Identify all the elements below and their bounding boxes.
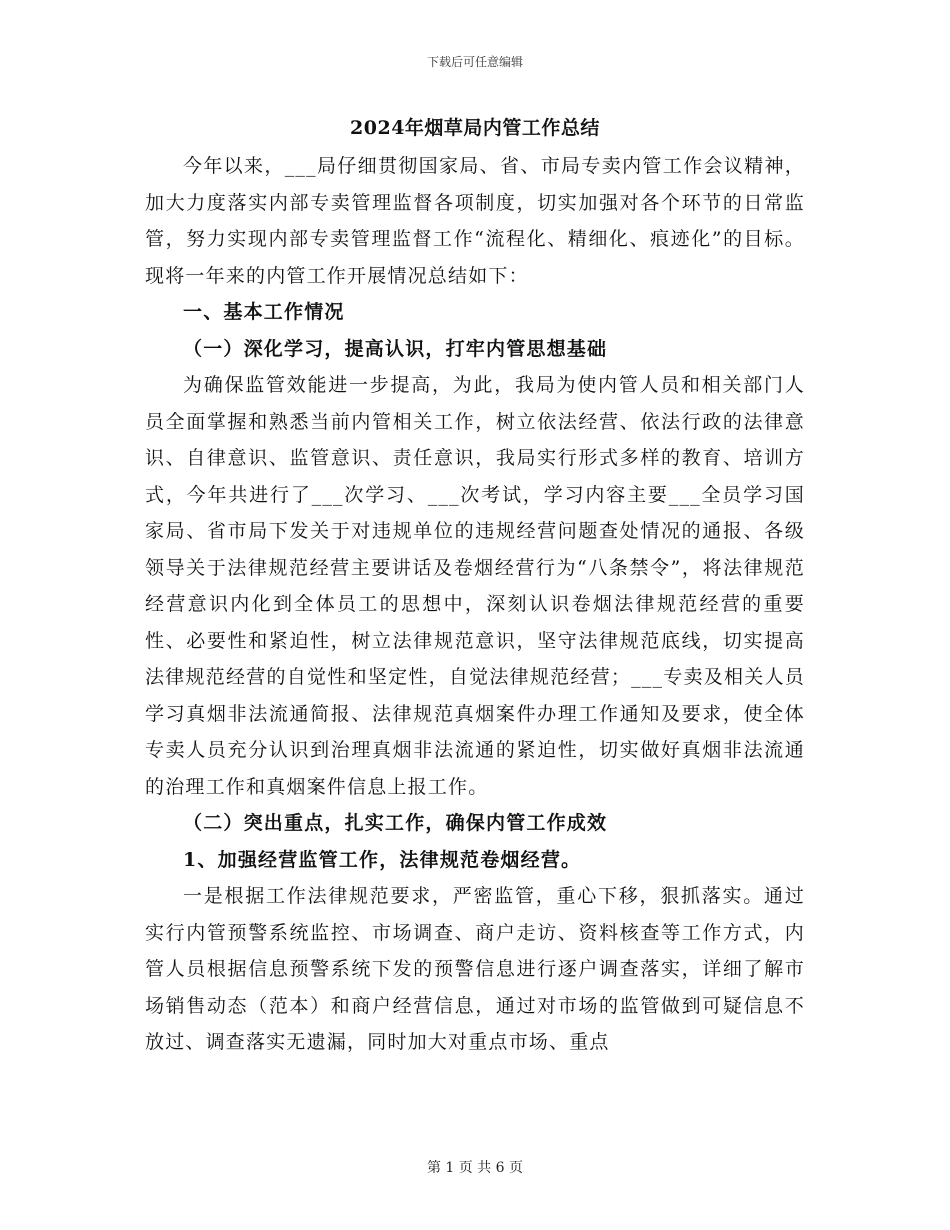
document-title: 2024年烟草局内管工作总结 [350,117,600,139]
subsection-heading-study: （一）深化学习，提高认识，打牢内管思想基础 [183,337,608,360]
page-number-footer: 第 1 页 共 6 页 [426,1160,524,1176]
document-body [145,148,805,1061]
subsection-heading-focus: （二）突出重点，扎实工作，确保内管工作成效 [183,812,608,834]
paragraph-intro: 今年以来，___局仔细贯彻国家局、省、市局专卖内管工作会议精神，加大力度落实内部专卖管理监督各项制度，切实加强对各个环节的日常监管，努力实现内部专卖管理监督工作“流程化、精细化、痕迹化”的目标。现将一年来的内管工作开展情况总结如下： [145,155,805,287]
section-heading-basic: 一、基本工作情况 [183,301,345,323]
paragraph-supervision: 一是根据工作法律规范要求，严密监管，重心下移，狠抓落实。通过实行内管预警系统监控、市场调查、商户走访、资料核查等工作方式，内管人员根据信息预警系统下发的预警信息进行逐户调查落实，详细了解市场销售动态（范本）和商户经营信息，通过对市场的监管做到可疑信息不放过、调查落实无遗漏，同时加大对重点市场、重点 [145,885,805,1053]
paragraph-study: 为确保监管效能进一步提高，为此，我局为使内管人员和相关部门人员全面掌握和熟悉当前内管相关工作，树立依法经营、依法行政的法律意识、自律意识、监管意识、责任意识，我局实行形式多样的教育、培训方式，今年共进行了___次学习、___次考试，学习内容主要___全员学习国家局、省市局下发关于对违规单位的违规经营问题查处情况的通报、各级领导关于法律规范经营主要讲话及卷烟经营行为“八条禁令”，将法律规范经营意识内化到全体员工的思想中，深刻认识卷烟法律规范经营的重要性、必要性和紧迫性，树立法律规范意识，坚守法律规范底线，切实提高法律规范经营的自觉性和坚定性，自觉法律规范经营；___专卖及相关人员学习真烟非法流通简报、法律规范真烟案件办理工作通知及要求，使全体专卖人员充分认识到治理真烟非法流通的紧迫性，切实做好真烟非法流通的治理工作和真烟案件信息上报工作。 [145,374,805,798]
header-note: 下载后可任意编辑 [426,55,523,69]
item-heading-supervision: 1、加强经营监管工作，法律规范卷烟经营。 [183,848,582,871]
